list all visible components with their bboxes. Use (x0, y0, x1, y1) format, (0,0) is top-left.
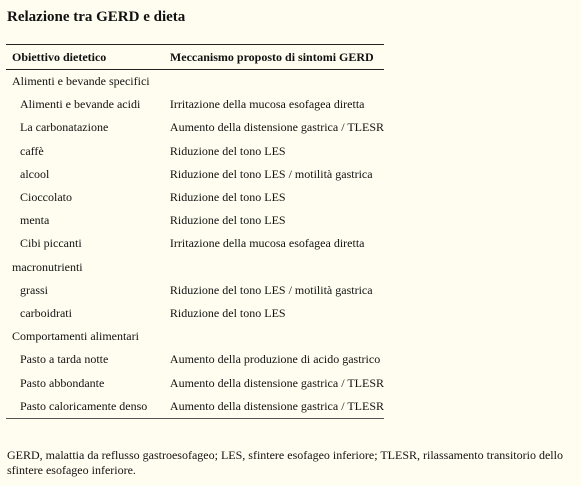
table-row (6, 395, 384, 419)
table-header (6, 45, 384, 70)
page-title: Relazione tra GERD e dieta (7, 9, 186, 25)
dietary-target-cell: carboidrati (20, 305, 72, 320)
group-label: Alimenti e bevande specifici (12, 74, 150, 89)
dietary-target-cell: menta (20, 213, 50, 228)
dietary-target-cell: Cioccolato (20, 190, 72, 205)
mechanism-cell: Riduzione del tono LES (169, 143, 286, 158)
dietary-target-cell: Pasto a tarda notte (20, 352, 109, 367)
diet-table (6, 44, 384, 419)
header-row (6, 45, 384, 70)
header-dietary-target: Obiettivo dietetico (6, 45, 166, 70)
dietary-target-cell: grassi (20, 282, 48, 297)
dietary-target-cell: Pasto caloricamente denso (6, 395, 166, 419)
dietary-target-cell: caffè (20, 143, 44, 158)
mechanism-cell: Aumento della produzione di acido gastrico (169, 352, 381, 367)
mechanism-cell: Irritazione della mucosa esofagea diretta (169, 97, 365, 112)
mechanism-cell (166, 70, 384, 94)
mechanism-cell: Irritazione della mucosa esofagea diretta (169, 236, 365, 251)
mechanism-cell: Riduzione del tono LES (169, 305, 286, 320)
table-group-row (6, 256, 384, 279)
mechanism-cell: Riduzione del tono LES / motilità gastrica (169, 166, 373, 181)
group-label: macronutrienti (12, 259, 83, 274)
table-group-row (6, 325, 384, 348)
dietary-target-cell: Alimenti e bevande acidi (20, 97, 141, 112)
table-group-row (6, 70, 384, 94)
mechanism-cell (166, 256, 384, 279)
footnote: GERD, malattia da reflusso gastroesofageo; LES, sfintere esofageo inferiore; TLESR, rilassamento transitorio dello sfintere esofageo inferiore. (7, 448, 563, 477)
table-row (6, 302, 384, 325)
mechanism-cell: Aumento della distensione gastrica / TLESR (169, 120, 384, 135)
group-label: Comportamenti alimentari (12, 329, 139, 344)
table-row (6, 186, 384, 209)
table-row (6, 209, 384, 232)
table-row (6, 140, 384, 163)
dietary-target-cell: La carbonatazione (20, 120, 109, 135)
mechanism-cell: Aumento della distensione gastrica / TLESR (169, 375, 384, 390)
mechanism-cell (166, 325, 384, 348)
table-row (6, 93, 384, 116)
mechanism-cell: Riduzione del tono LES / motilità gastrica (169, 282, 373, 297)
mechanism-cell: Riduzione del tono LES (169, 213, 286, 228)
dietary-target-cell: Cibi piccanti (20, 236, 82, 251)
table-row (6, 116, 384, 139)
table-row (6, 163, 384, 186)
mechanism-cell: Aumento della distensione gastrica / TLESR (166, 395, 384, 419)
header-proposed-mechanism: Meccanismo proposto di sintomi GERD (166, 45, 384, 70)
dietary-target-cell: Pasto abbondante (20, 375, 105, 390)
table-row (6, 348, 384, 371)
table-row (6, 371, 384, 394)
table-row (6, 279, 384, 302)
table-row (6, 232, 384, 255)
dietary-target-cell: alcool (20, 166, 50, 181)
table-body (6, 70, 384, 419)
mechanism-cell: Riduzione del tono LES (169, 190, 286, 205)
